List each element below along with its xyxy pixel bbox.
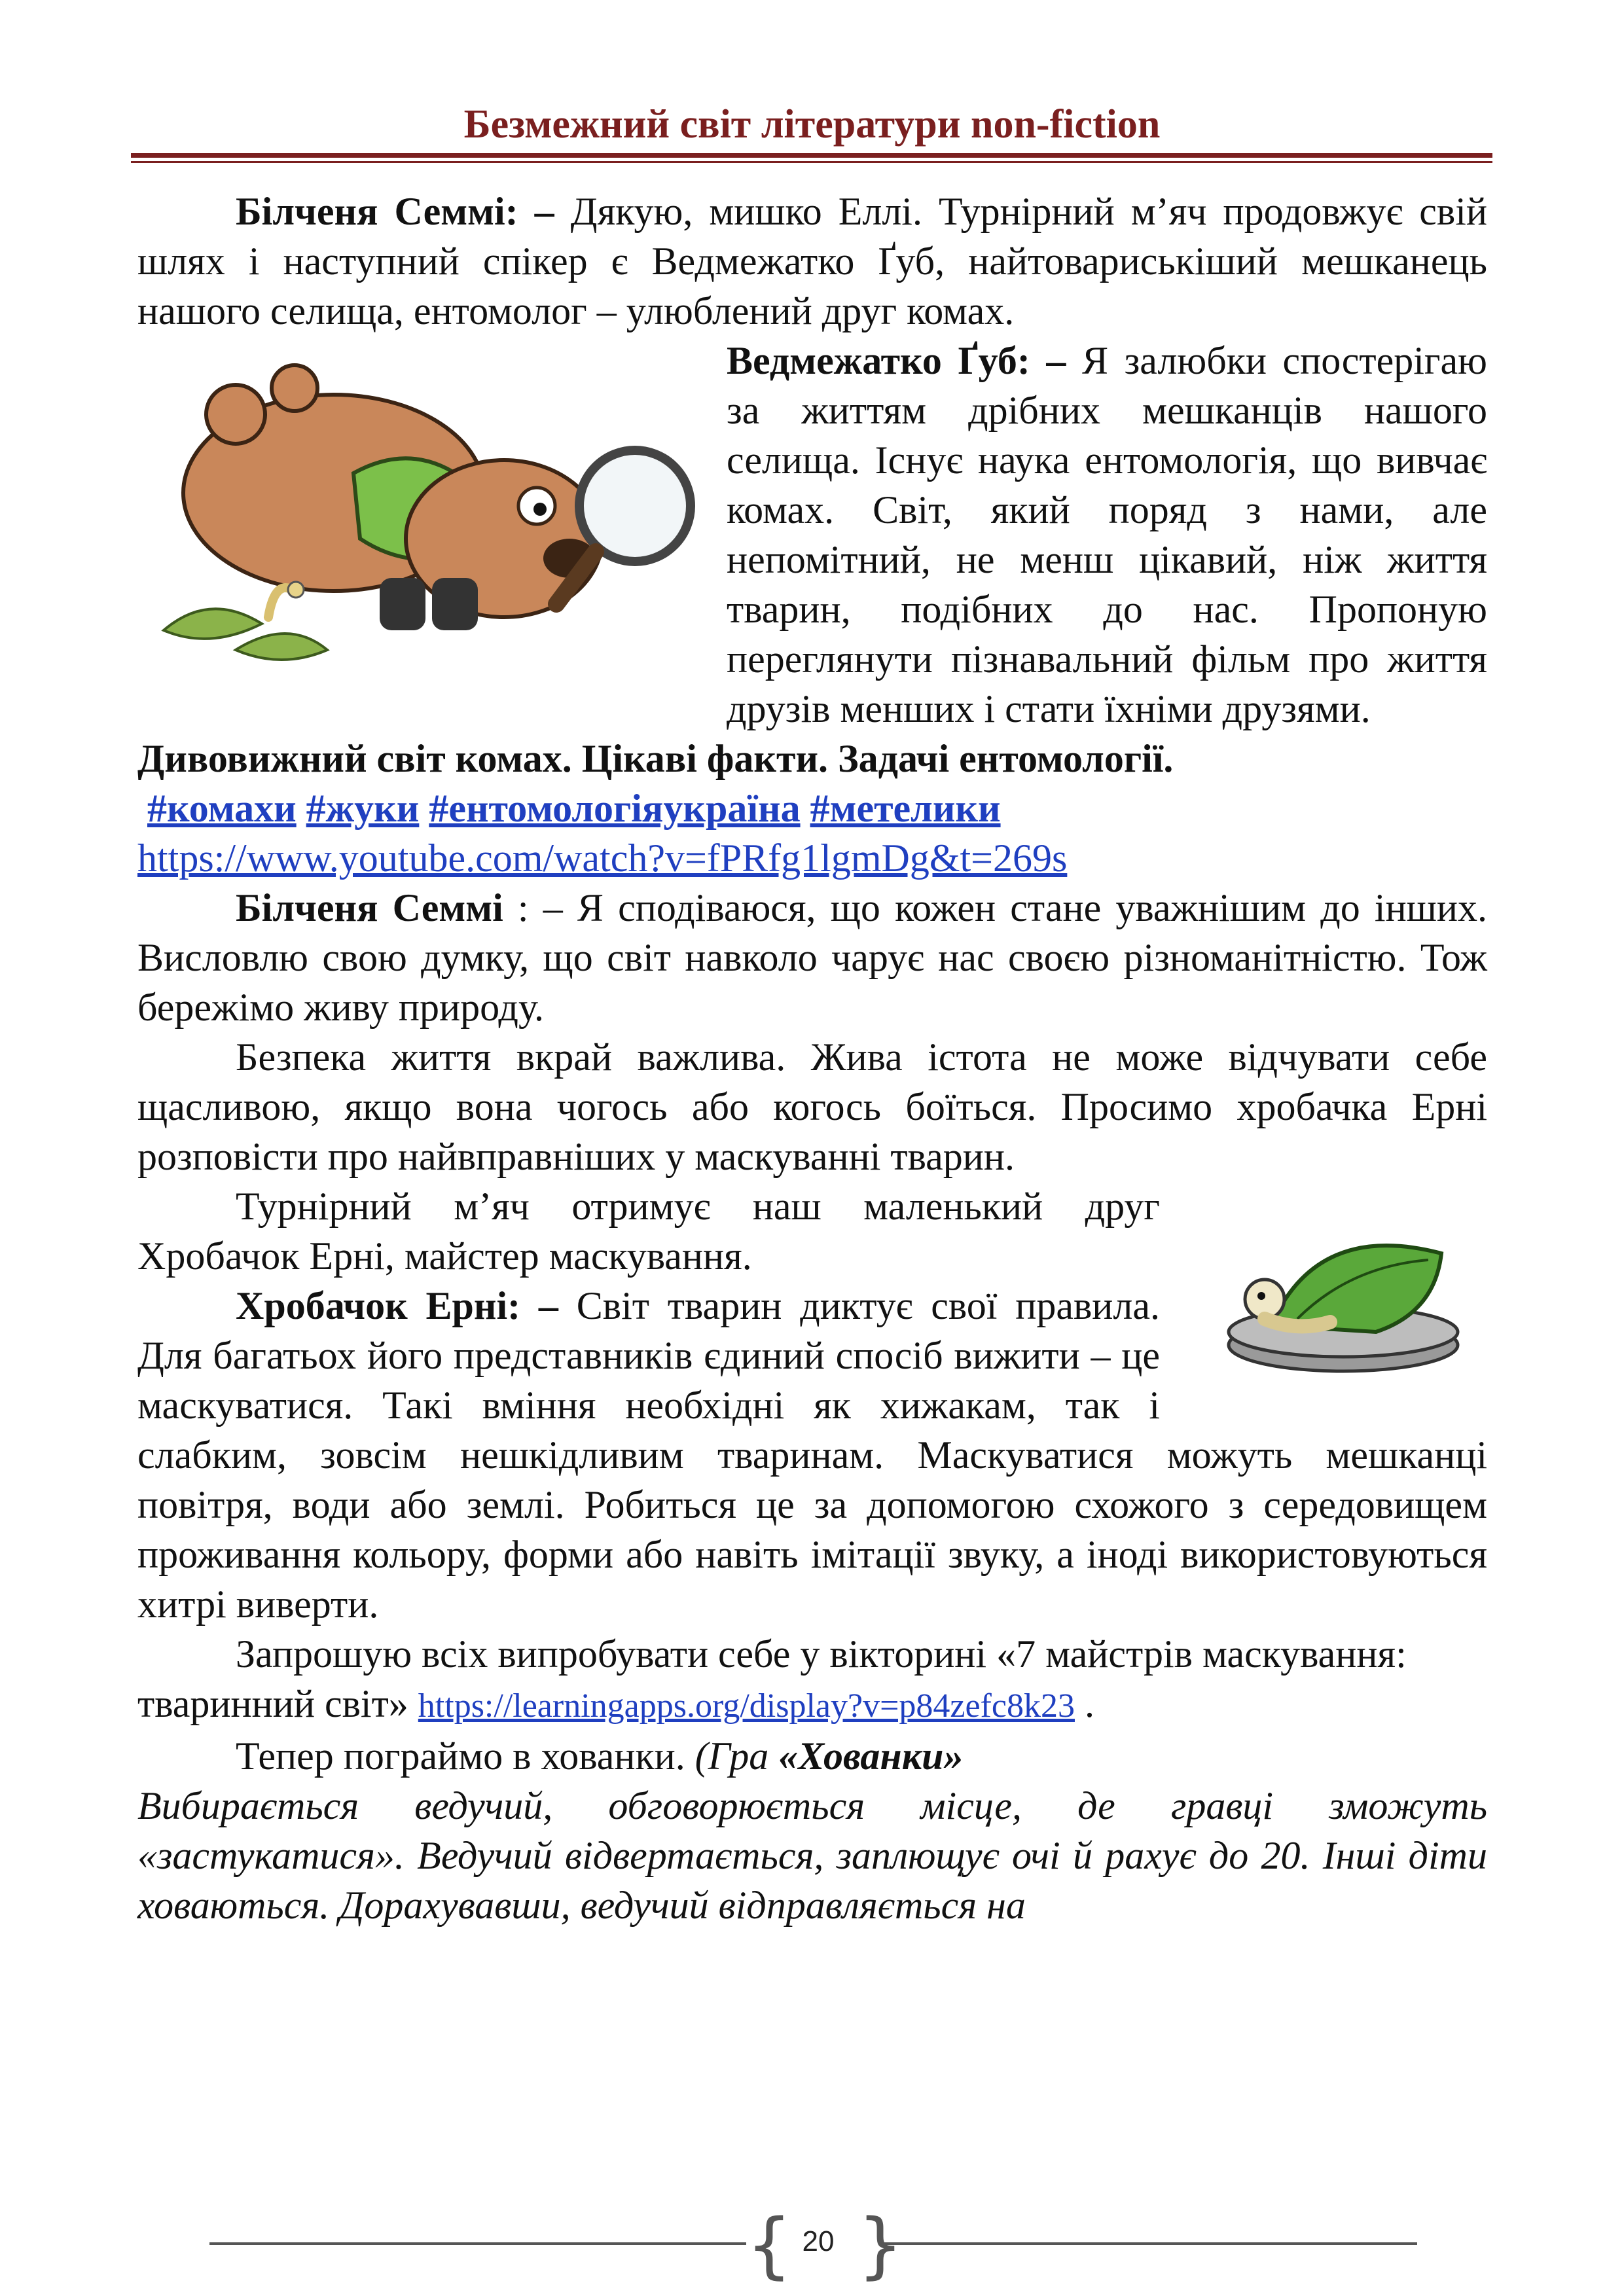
- footer-rule-right: [880, 2242, 1417, 2245]
- hashtag-row: [137, 783, 1487, 833]
- paragraph-4: Безпека життя вкрай важлива. Жива істота не може відчувати себе щасливою, якщо вона чогось або когось боїться. Просимо хробачка Ерні розповісти про найвправніших у маскуванні тварин.: [137, 1035, 1487, 1178]
- page-content: [137, 187, 1487, 1930]
- quiz-link[interactable]: https://learningapps.org/display?v=p84zefc8k23: [418, 1687, 1075, 1725]
- paragraph-8-text: Тепер пограймо в хованки.: [236, 1734, 695, 1778]
- paragraph-2-text: Я залюбки спостерігаю за життям дрібних мешканців нашого селища. Існує наука ентомологія, що вивчає комах. Світ, який поряд з нами, але непомітний, не менш цікавий, ніж життя тварин, подібних до нас. Пропоную переглянути пізнавальний фільм про життя друзів менших і стати їхніми друзями.: [727, 339, 1487, 730]
- paragraph-1: [137, 187, 1487, 336]
- header-rule-thick: [131, 153, 1492, 158]
- game-name: «Хованки»: [778, 1734, 964, 1778]
- speaker-samy-2: Білченя Семмі: [236, 886, 503, 929]
- footer-brace-left: {: [746, 2203, 792, 2287]
- bear-with-magnifier-image: [137, 342, 707, 689]
- speaker-gub: Ведмежатко Ґуб: –: [727, 339, 1066, 382]
- paragraph-7: [137, 1629, 1487, 1731]
- game-open: (Гра: [695, 1734, 779, 1778]
- hashtag-link[interactable]: #метелики: [810, 787, 1001, 830]
- paragraph-5: Турнірний м’яч отримує наш маленький друг Хробачок Ерні, майстер маскування.: [137, 1185, 1160, 1278]
- worm-under-leaf-image: [1219, 1208, 1468, 1384]
- video-url-line: [137, 833, 1487, 883]
- page-number: 20: [802, 2225, 835, 2257]
- hashtag-link[interactable]: #ентомологіяукраїна: [429, 787, 801, 830]
- paragraph-8: [137, 1731, 1487, 1781]
- hashtag-link[interactable]: #комахи: [147, 787, 297, 830]
- hashtag-link[interactable]: #жуки: [306, 787, 420, 830]
- header-title: Безмежний світ літератури non-fiction: [463, 102, 1161, 147]
- footer-rule-left: [209, 2242, 746, 2245]
- video-title: Дивовижний світ комах. Цікаві факти. Задачі ентомології.: [137, 737, 1174, 780]
- paragraph-7-text: Запрошую всіх випробувати себе у вікторині «7 майстрів маскування: тваринний світ»: [137, 1632, 1407, 1725]
- video-link[interactable]: https://www.youtube.com/watch?v=fPRfg1lgmDg&t=269s: [137, 836, 1068, 880]
- paragraph-9: Вибирається ведучий, обговорюється місце, де гравці зможуть «застукатися». Ведучий відвертається, заплющує очі й рахує до 20. Інші діти ховаються. Дорахувавши, ведучий відправляється на: [137, 1784, 1487, 1927]
- paragraph-3: [137, 883, 1487, 1032]
- footer-brace-right: }: [857, 2203, 903, 2287]
- paragraph-7-end: .: [1074, 1682, 1094, 1725]
- speaker-samy: Білченя Семмі: –: [236, 190, 554, 233]
- header-rule-thin: [131, 161, 1492, 163]
- paragraph-1-text: Дякую, мишко Еллі. Турнірний м’яч продовжує свій шлях і наступний спікер є Ведмежатко Ґуб, найтовариськіший мешканець нашого селища, ентомолог – улюблений друг комах.: [137, 190, 1487, 332]
- speaker-erni: Хробачок Ерні: –: [236, 1284, 558, 1327]
- paragraph-6-text: Світ тварин диктує свої правила. Для багатьох його представників єдиний спосіб вижити – це маскуватися. Такі вміння необхідні як хижакам, так і слабким, зовсім нешкідливим тваринам. Маскуватися можуть мешканці повітря, води або землі. Робиться це за допомогою схожого з середовищем проживання кольору, форми або навіть імітації звуку, а іноді використовуються хитрі виверти.: [137, 1284, 1487, 1626]
- paragraph-3-text: : – Я сподіваюся, що кожен стане уважнішим до інших. Висловлю свою думку, що світ навколо чарує нас своєю різноманітністю. Тож бережімо живу природу.: [137, 886, 1487, 1029]
